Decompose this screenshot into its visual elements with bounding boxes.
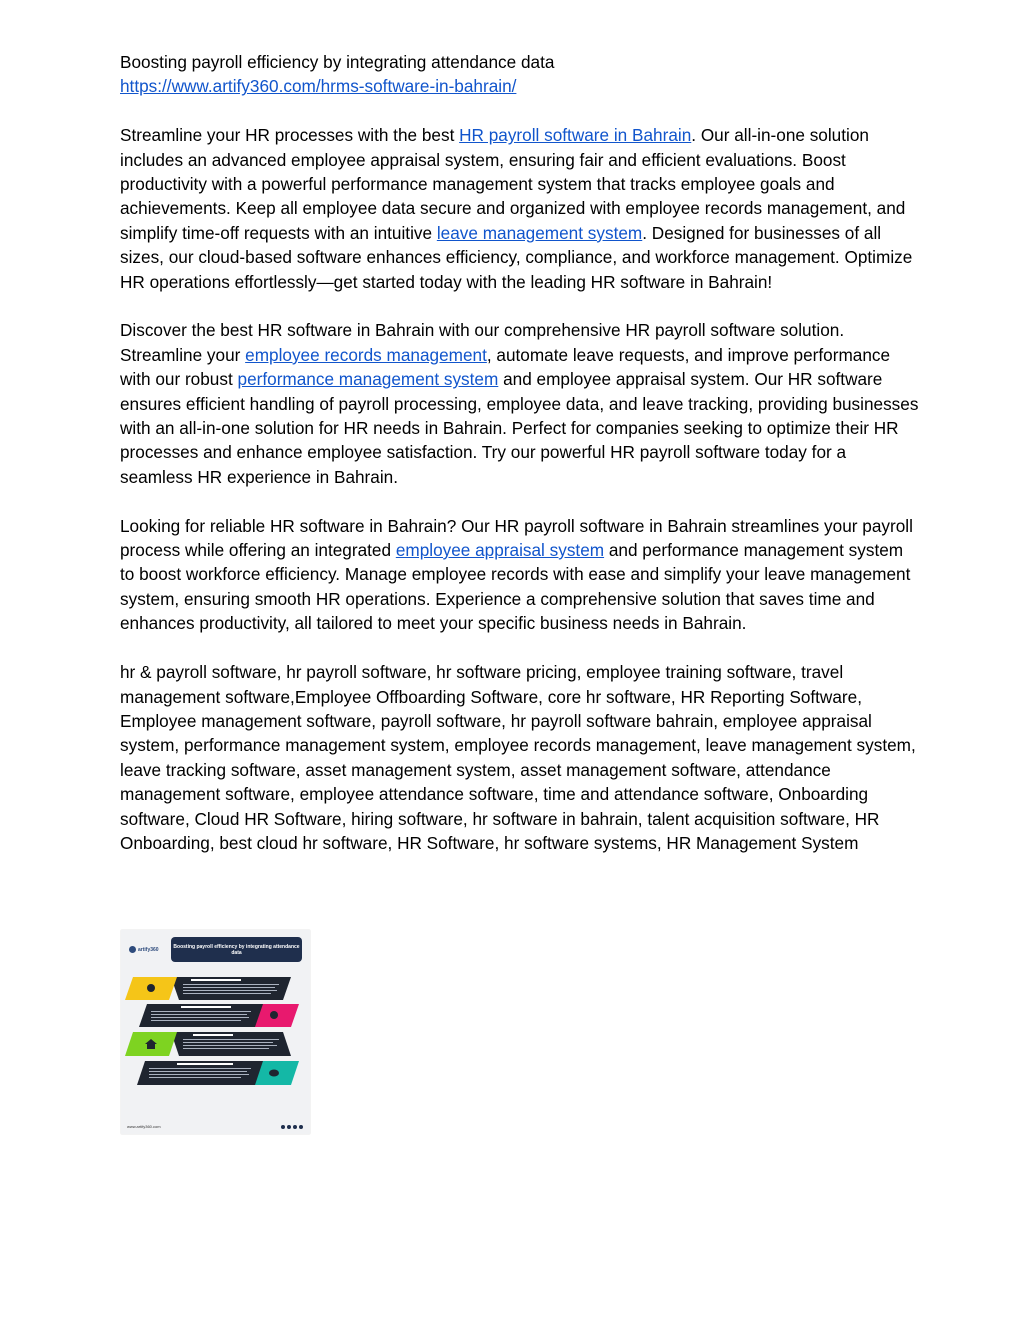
document-title: Boosting payroll efficiency by integrating attendance data [120,52,555,72]
logo-text: artify360 [138,946,159,953]
people-icon [270,1011,278,1019]
link-employee-appraisal-system[interactable]: employee appraisal system [395,540,605,561]
text-span: and performance management system to boost workforce efficiency. Manage employee records with ease and simplify your leave management system, ensuring smooth HR operations. Experience a comprehensive solution that saves time and enhances productivity, all tailored to meet your specific business needs in Bahrain. [120,540,911,634]
document-body [120,50,920,855]
text-span: Discover the best HR software in Bahrain with our comprehensive HR payroll software solution. Streamline your [120,320,845,365]
infographic-steps [121,966,310,1096]
instagram-icon [287,1125,291,1129]
infographic-step-1 [125,977,291,1000]
paragraph-1 [120,123,920,294]
paragraph-2 [120,318,920,489]
lightbulb-icon [147,984,155,992]
text-span: Streamline your HR processes with the best [120,125,460,146]
link-leave-management-system[interactable]: leave management system [436,222,643,243]
facebook-icon [281,1125,285,1129]
text-span: and employee appraisal system. Our HR software ensures efficient handling of payroll processing, employee data, and leave tracking, providing businesses with an all-in-one solution for HR needs in Bahrain. Perfect for companies seeking to optimize their HR processes and enhance employee satisfaction. Try our powerful HR payroll software today for a seamless HR experience in Bahrain. [120,369,919,487]
youtube-icon [299,1125,303,1129]
text-span: . Designed for businesses of all sizes, our cloud-based software enhances efficiency, compliance, and workforce management. Optimize HR operations effortlessly—get started today with the leading HR software in Bahrain! [120,222,913,292]
text-span: , automate leave requests, and improve performance with our robust [120,344,891,390]
chat-icon [269,1070,279,1077]
twitter-icon [293,1125,297,1129]
source-link[interactable]: https://www.artify360.com/hrms-software-in-bahrain/ [120,76,517,97]
link-performance-management-system[interactable]: performance management system [237,369,499,390]
infographic-image [121,930,310,1134]
infographic-step-4 [137,1061,299,1085]
infographic-step-3 [125,1032,291,1056]
keywords-paragraph: hr & payroll software, hr payroll software, hr software pricing, employee training software, travel management software,Employee Offboarding Software, core hr software, HR Reporting Software, Employee management software, payroll software, hr payroll software bahrain, employee appraisal system, performance management system, employee records management, leave management system, leave tracking software, asset management system, asset management software, attendance management software, employee attendance software, time and attendance software, Onboarding software, Cloud HR Software, hiring software, hr software in bahrain, talent acquisition software, HR Onboarding, best cloud hr software, HR Software, hr software systems, HR Management System [120,662,916,853]
paragraph-3 [120,514,920,636]
infographic-logo [129,943,169,956]
social-icons [281,1125,303,1129]
text-span: . Our all-in-one solution includes an advanced employee appraisal system, ensuring fair and efficient evaluations. Boost productivity with a powerful performance management system that tracks employee goals and achievements. Keep all employee data secure and organized with employee records management, and simplify time-off requests with an intuitive [120,125,906,243]
link-hr-payroll-software[interactable]: HR payroll software in Bahrain [459,125,692,146]
infographic-footer-url: www.artify360.com [127,1124,161,1129]
infographic-title: Boosting payroll efficiency by integrating attendance data [171,937,302,962]
logo-mark-icon [129,946,136,953]
text-span: Looking for reliable HR software in Bahrain? Our HR payroll software in Bahrain streamlines your payroll process while offering an integrated [120,515,913,561]
link-employee-records-management[interactable]: employee records management [245,344,487,365]
infographic-step-2 [139,1004,299,1027]
